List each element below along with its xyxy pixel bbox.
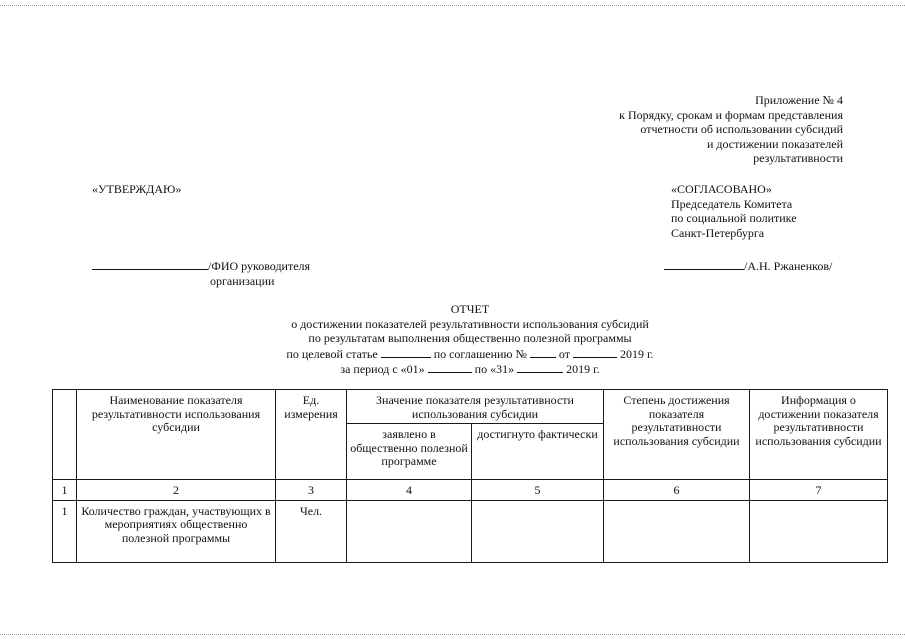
period-from-label: за период с «01»: [340, 362, 425, 376]
column-number: 3: [276, 480, 347, 501]
blank-field: [428, 361, 472, 373]
blank-field: [381, 346, 431, 358]
appendix-line: Приложение № 4: [755, 93, 843, 107]
column-number: 7: [750, 480, 888, 501]
chair-signature-name: /А.Н. Ржаненков/: [744, 259, 833, 273]
row-unit: Чел.: [276, 500, 347, 562]
report-table: [52, 389, 888, 563]
report-period-line: [200, 361, 740, 377]
agreement-label: по соглашению №: [433, 346, 527, 361]
appendix-line: и достижении показателей: [706, 136, 843, 151]
blank-field: [573, 346, 617, 358]
row-achieved: [472, 500, 604, 562]
agreed-position: Председатель Комитета: [671, 196, 793, 211]
period-year-label: 2019 г.: [566, 362, 600, 376]
header-info: Информация о достижении показателя результативности использования субсидии: [750, 390, 888, 480]
column-number: 6: [604, 480, 750, 501]
agreed-position: по социальной политике: [671, 211, 797, 225]
appendix-note: [523, 93, 843, 166]
blank-field: [530, 346, 556, 358]
table-header-row: [53, 390, 888, 424]
year-label: 2019 г.: [619, 346, 654, 361]
column-number: 1: [53, 480, 77, 501]
header-achieved: достигнуто фактически: [472, 424, 604, 480]
date-label: от: [558, 346, 570, 361]
header-value: Значение показателя результативности использования субсидии: [347, 390, 604, 424]
report-details-line: [200, 346, 740, 362]
appendix-line: результативности: [753, 151, 843, 165]
target-article-label: по целевой статье: [286, 346, 378, 361]
column-number: 4: [347, 480, 472, 501]
header-num-cell: [53, 390, 77, 480]
scan-edge-bottom: [0, 634, 905, 635]
row-num: 1: [53, 500, 77, 562]
row-info: [750, 500, 888, 562]
header-degree: Степень достижения показателя результативности использования субсидии: [604, 390, 750, 480]
report-subtitle: по результатам выполнения общественно полезной программы: [308, 331, 632, 345]
period-to-label: по «31»: [474, 362, 515, 376]
blank-field: [517, 361, 563, 373]
agreed-label: «СОГЛАСОВАНО»: [671, 182, 772, 196]
head-signature-caption-2: организации: [210, 273, 275, 288]
header-declared: заявлено в общественно полезной программе: [347, 424, 472, 480]
column-number-row: [53, 480, 888, 501]
header-indicator: Наименование показателя результативности использования субсидии: [77, 390, 276, 480]
table-row: [53, 500, 888, 562]
column-number: 5: [472, 480, 604, 501]
agreed-block: [671, 182, 871, 240]
row-indicator: Количество граждан, участвующих в мероприятиях общественно полезной программы: [77, 500, 276, 562]
head-signature-block: [92, 258, 310, 288]
row-declared: [347, 500, 472, 562]
signature-line: [664, 258, 744, 270]
header-unit: Ед. измерения: [276, 390, 347, 480]
agreed-position: Санкт-Петербурга: [671, 225, 765, 240]
appendix-line: к Порядку, срокам и формам представления: [619, 107, 843, 122]
signature-line: [92, 258, 208, 270]
scan-edge-top: [0, 5, 905, 6]
report-subtitle: о достижении показателей результативности использования субсидий: [291, 316, 649, 331]
report-title: ОТЧЕТ: [450, 302, 490, 316]
appendix-line: отчетности об использовании субсидий: [640, 122, 843, 136]
row-degree: [604, 500, 750, 562]
column-number: 2: [77, 480, 276, 501]
report-title-block: [200, 302, 740, 377]
chair-signature-block: [664, 258, 832, 274]
head-signature-caption: /ФИО руководителя: [208, 259, 311, 273]
approve-stamp: «УТВЕРЖДАЮ»: [92, 182, 182, 196]
